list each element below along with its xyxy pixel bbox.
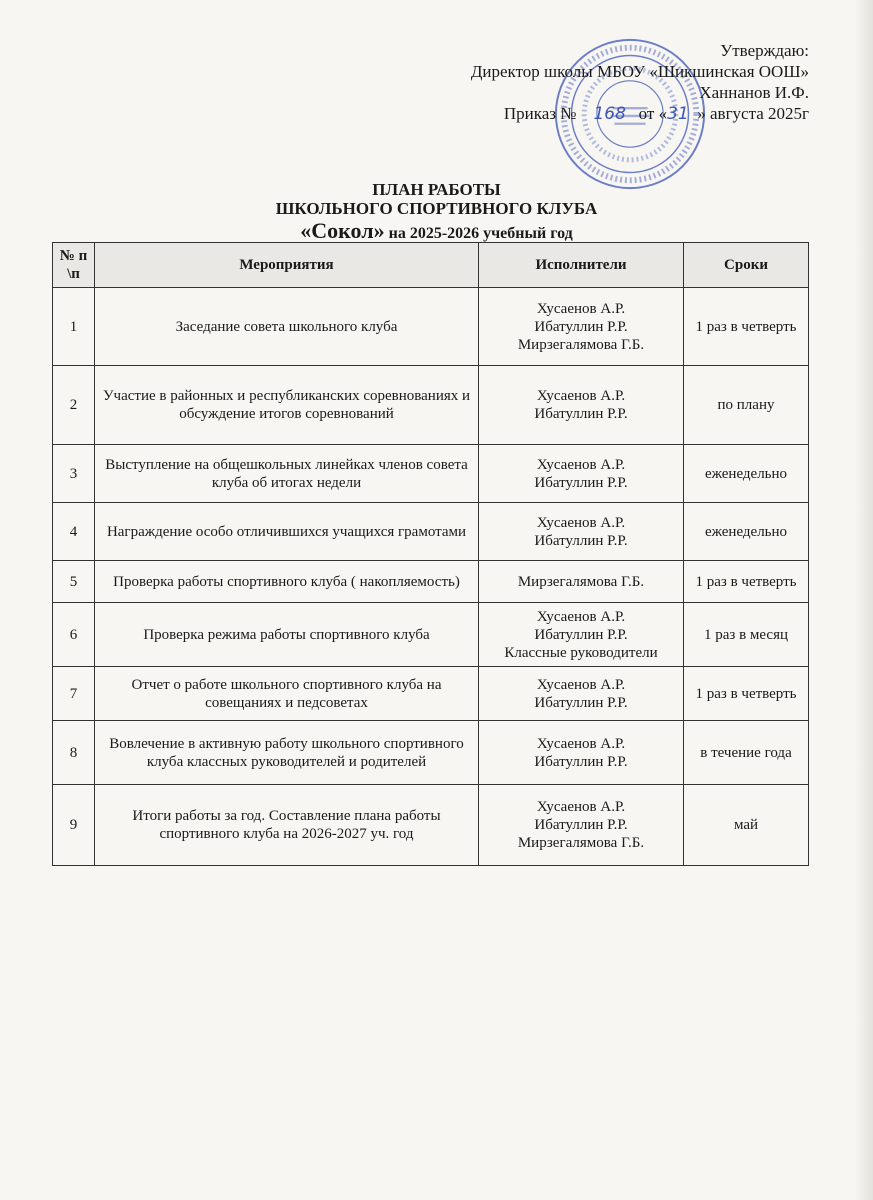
order-day: 31 bbox=[667, 104, 689, 124]
executor-name: Хусаенов А.Р. bbox=[536, 735, 626, 752]
row-executors bbox=[479, 603, 684, 667]
row-activity: Вовлечение в активную работу школьного спортивного клуба классных руководителей и родителей bbox=[95, 721, 479, 785]
row-number: 8 bbox=[53, 721, 95, 785]
row-deadline: по плану bbox=[684, 366, 809, 445]
header-num: № п \п bbox=[53, 243, 95, 288]
row-number: 4 bbox=[53, 503, 95, 561]
table-row bbox=[53, 503, 809, 561]
row-executors bbox=[479, 445, 684, 503]
table-row bbox=[53, 603, 809, 667]
executor-name: Хусаенов А.Р. bbox=[536, 388, 626, 404]
executor-name: Ибатуллин Р.Р. bbox=[534, 694, 628, 711]
document-title bbox=[0, 180, 873, 247]
director-name: Ханнанов И.Ф. bbox=[699, 83, 809, 102]
row-activity: Выступление на общешкольных линейках членов совета клуба об итогах недели bbox=[95, 445, 479, 503]
row-deadline: еженедельно bbox=[684, 445, 809, 503]
table-row bbox=[53, 288, 809, 366]
executor-name: Ибатуллин Р.Р. bbox=[534, 318, 628, 335]
row-number: 6 bbox=[53, 603, 95, 667]
work-plan-table bbox=[52, 242, 809, 866]
row-executors bbox=[479, 288, 684, 366]
executor-name: Хусаенов А.Р. bbox=[536, 608, 626, 625]
row-executors bbox=[479, 667, 684, 721]
row-deadline: еженедельно bbox=[684, 503, 809, 561]
order-line bbox=[471, 103, 809, 125]
executor-name: Хусаенов А.Р. bbox=[536, 456, 626, 473]
order-prefix: Приказ № bbox=[503, 104, 577, 123]
executor-name: Ибатуллин Р.Р. bbox=[534, 817, 628, 833]
row-activity: Заседание совета школьного клуба bbox=[95, 288, 479, 366]
header-row bbox=[53, 243, 809, 288]
row-number: 2 bbox=[53, 366, 95, 445]
row-activity: Отчет о работе школьного спортивного клуба на совещаниях и педсоветах bbox=[95, 667, 479, 721]
row-number: 9 bbox=[53, 785, 95, 866]
row-activity: Проверка работы спортивного клуба ( накопляемость) bbox=[95, 561, 479, 603]
executor-name: Классные руководители bbox=[504, 644, 658, 661]
executor-name: Ибатуллин Р.Р. bbox=[534, 406, 628, 422]
row-deadline: 1 раз в четверть bbox=[684, 667, 809, 721]
row-executors bbox=[479, 721, 684, 785]
title-line-2: ШКОЛЬНОГО СПОРТИВНОГО КЛУБА bbox=[275, 199, 598, 218]
row-executors bbox=[479, 366, 684, 445]
executor-name: Хусаенов А.Р. bbox=[536, 799, 626, 815]
header-executors: Исполнители bbox=[479, 243, 684, 288]
row-deadline: май bbox=[684, 785, 809, 866]
academic-year: на 2025-2026 учебный год bbox=[388, 225, 573, 242]
row-executors bbox=[479, 561, 684, 603]
executor-name: Ибатуллин Р.Р. bbox=[534, 474, 628, 491]
executor-name: Ибатуллин Р.Р. bbox=[534, 532, 628, 549]
row-activity: Проверка режима работы спортивного клуба bbox=[95, 603, 479, 667]
table-row bbox=[53, 721, 809, 785]
row-number: 5 bbox=[53, 561, 95, 603]
table-row bbox=[53, 667, 809, 721]
row-number: 1 bbox=[53, 288, 95, 366]
table-row bbox=[53, 366, 809, 445]
executor-name: Хусаенов А.Р. bbox=[536, 514, 626, 531]
row-deadline: 1 раз в месяц bbox=[684, 603, 809, 667]
row-activity: Участие в районных и республиканских соревнованиях и обсуждение итогов соревнований bbox=[95, 366, 479, 445]
row-executors bbox=[479, 785, 684, 866]
executor-name: Мирзегалямова Г.Б. bbox=[517, 835, 645, 851]
header-activity: Мероприятия bbox=[95, 243, 479, 288]
executor-name: Ибатуллин Р.Р. bbox=[534, 626, 628, 643]
table-row bbox=[53, 785, 809, 866]
approval-block bbox=[471, 40, 809, 125]
approval-title: Утверждаю: bbox=[720, 41, 809, 60]
header-deadline: Сроки bbox=[684, 243, 809, 288]
executor-name: Мирзегалямова Г.Б. bbox=[517, 336, 645, 353]
executor-name: Мирзегалямова Г.Б. bbox=[517, 573, 645, 590]
row-activity: Награждение особо отличившихся учащихся грамотами bbox=[95, 503, 479, 561]
executor-name: Хусаенов А.Р. bbox=[536, 676, 626, 693]
club-name: «Сокол» bbox=[300, 218, 385, 243]
row-deadline: в течение года bbox=[684, 721, 809, 785]
executor-name: Ибатуллин Р.Р. bbox=[534, 753, 628, 770]
row-activity: Итоги работы за год. Составление плана работы спортивного клуба на 2026-2027 уч. год bbox=[95, 785, 479, 866]
order-from: от « bbox=[638, 104, 668, 123]
title-line-1: ПЛАН РАБОТЫ bbox=[372, 180, 501, 199]
order-suffix: » августа 2025г bbox=[697, 104, 809, 123]
director-position: Директор школы МБОУ «Шикшинская ООШ» bbox=[470, 62, 809, 81]
table-row bbox=[53, 561, 809, 603]
row-deadline: 1 раз в четверть bbox=[684, 561, 809, 603]
executor-name: Хусаенов А.Р. bbox=[536, 300, 626, 317]
row-executors bbox=[479, 503, 684, 561]
order-number: 168 bbox=[593, 104, 626, 124]
row-number: 7 bbox=[53, 667, 95, 721]
row-number: 3 bbox=[53, 445, 95, 503]
table-row bbox=[53, 445, 809, 503]
row-deadline: 1 раз в четверть bbox=[684, 288, 809, 366]
